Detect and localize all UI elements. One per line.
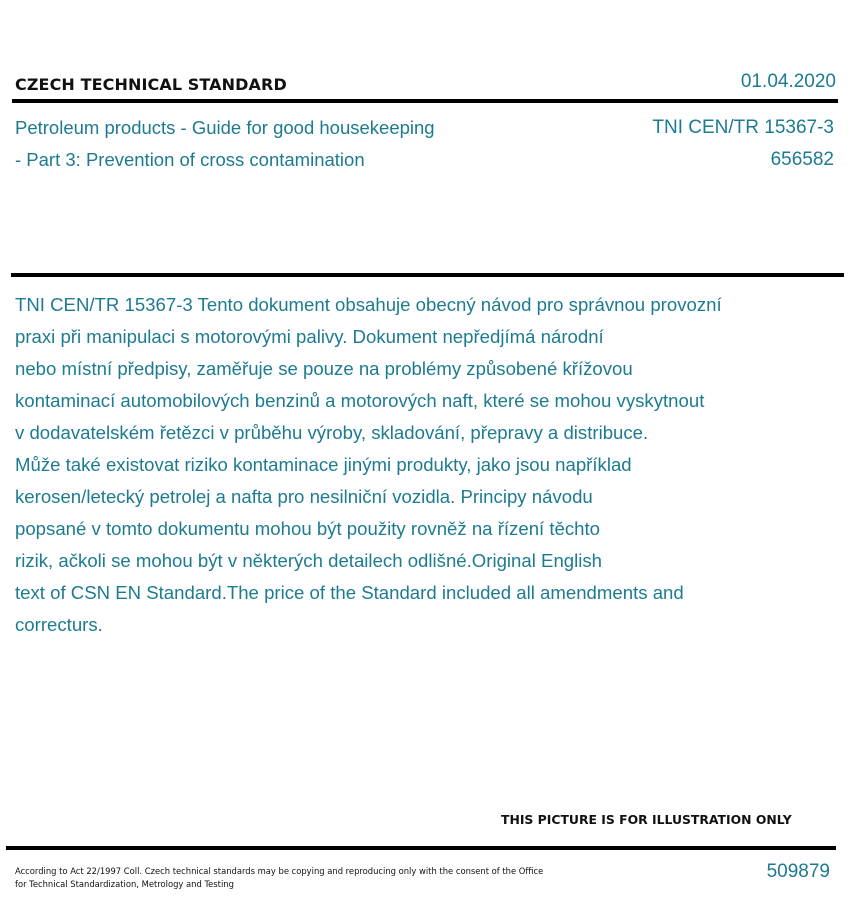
description-line: popsané v tomto dokumentu mohou být použity rovněž na řízení těchto xyxy=(15,518,601,539)
description-line: TNI CEN/TR 15367-3 Tento dokument obsahuje obecný návod pro správnou provozní xyxy=(15,294,722,315)
description-text xyxy=(15,289,845,641)
illustration-notice: THIS PICTURE IS FOR ILLUSTRATION ONLY xyxy=(501,812,792,827)
description-line: Může také existovat riziko kontaminace jinými produkty, jako jsou například xyxy=(15,454,632,475)
description-line: kerosen/letecký petrolej a nafta pro nesilniční vozidla. Principy návodu xyxy=(15,486,593,507)
middle-rule xyxy=(11,273,844,277)
description-line: praxi při manipulaci s motorovými palivy. Dokument nepředjímá národní xyxy=(15,326,604,347)
description-line: rizik, ačkoli se mohou být v některých detailech odlišné.Original English xyxy=(15,550,603,571)
bottom-rule xyxy=(6,846,836,850)
publication-date: 01.04.2020 xyxy=(740,71,836,92)
legal-line: According to Act 22/1997 Coll. Czech technical standards may be copying and reproducing only with the consent of the Office xyxy=(15,866,544,876)
top-rule xyxy=(12,99,838,103)
description-line: v dodavatelském řetězci v průběhu výroby, skladování, přepravy a distribuce. xyxy=(15,422,649,443)
catalog-number: 656582 xyxy=(770,149,834,170)
standard-code: TNI CEN/TR 15367-3 xyxy=(652,117,834,138)
description-line: kontaminací automobilových benzinů a motorových naft, které se mohou vyskytnout xyxy=(15,390,705,411)
title-line-2: - Part 3: Prevention of cross contamination xyxy=(15,149,365,170)
description-line: correcturs. xyxy=(15,614,103,635)
document-category: CZECH TECHNICAL STANDARD xyxy=(15,75,287,94)
legal-line: for Technical Standardization, Metrology and Testing xyxy=(15,878,234,889)
document-number: 509879 xyxy=(766,861,830,882)
legal-notice xyxy=(15,865,543,890)
description-line: nebo místní předpisy, zaměřuje se pouze na problémy způsobené křížovou xyxy=(15,358,633,379)
description-line: text of CSN EN Standard.The price of the Standard included all amendments and xyxy=(15,582,684,603)
title-line-1: Petroleum products - Guide for good housekeeping xyxy=(15,117,435,138)
